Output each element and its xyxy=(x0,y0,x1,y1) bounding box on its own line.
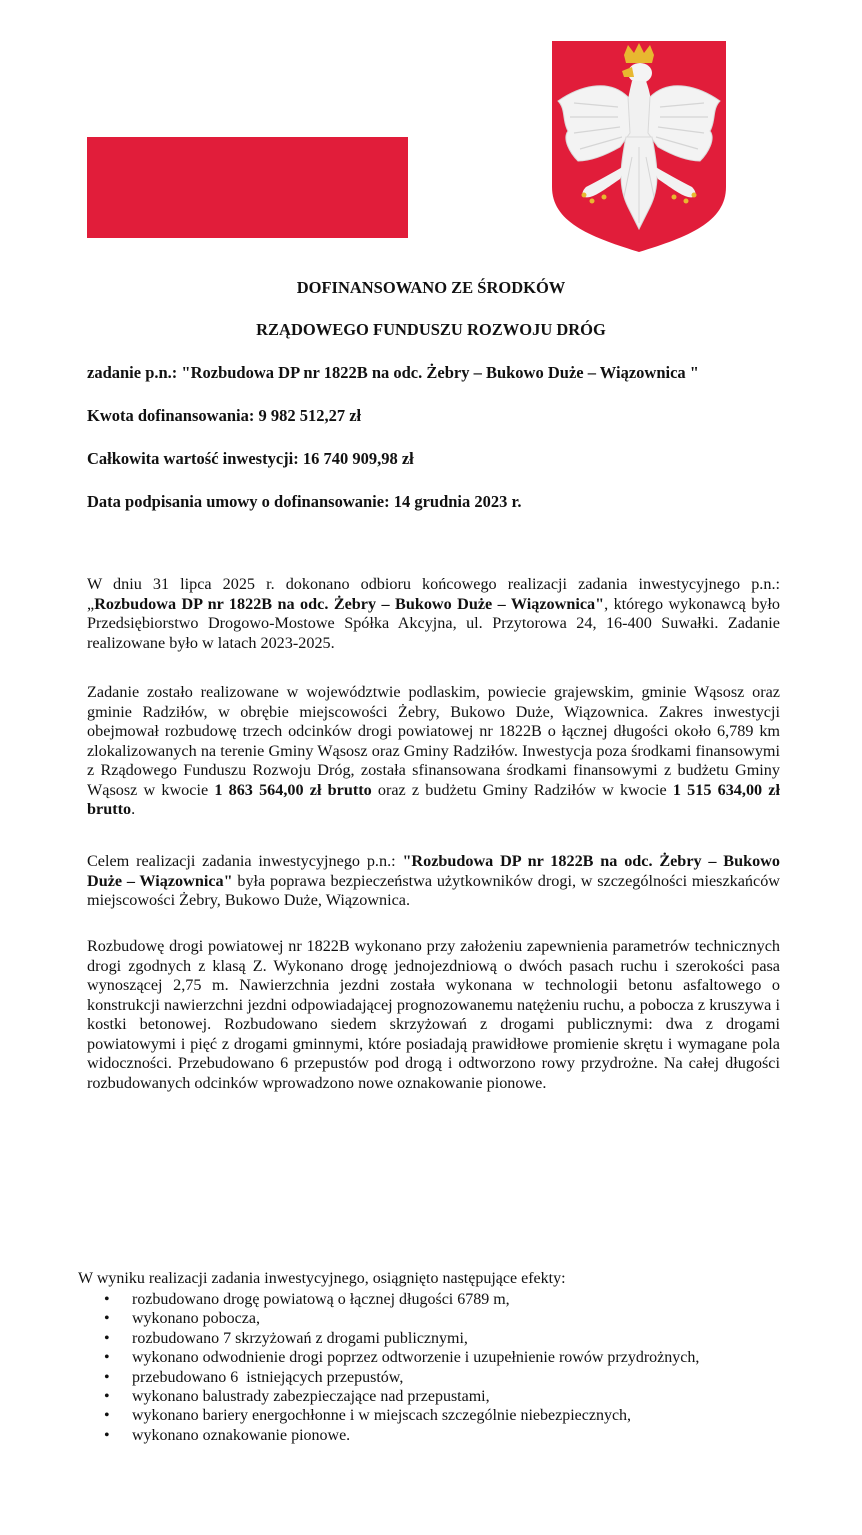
effects-list-item: • rozbudowano drogę powiatową o łącznej długości 6789 m, xyxy=(104,1291,510,1308)
effects-intro: W wyniku realizacji zadania inwestycyjnego, osiągnięto następujące efekty: xyxy=(78,1270,566,1287)
wasosz-contribution: 1 863 564,00 zł brutto xyxy=(214,780,372,799)
effects-list-item: • wykonano pobocza, xyxy=(104,1310,260,1328)
paragraph-final-acceptance: W dniu 31 lipca 2025 r. dokonano odbioru końcowego realizacji zadania inwestycyjnego p.n.: „Rozbudowa DP nr 1822B na odc. Żebry – Bukowo Duże – Wiązownica", którego wykonawcą było Przedsiębiorstwo Drogowo-Mostowe Spółka Akcyjna, ul. Przytorowa 24, 16-400 Suwałki. Zadanie realizowane było w latach 2023-2025. xyxy=(87,575,780,652)
bullet-icon: • xyxy=(104,1407,110,1425)
paragraph-goal: Celem realizacji zadania inwestycyjnego p.n.: "Rozbudowa DP nr 1822B na odc. Żebry – Bukowo Duże – Wiązownica" była poprawa bezpieczeństwa użytkowników drogi, w szczególności mieszkańców miejscowości Żebry, Bukowo Duże, Wiązownica. xyxy=(87,852,780,909)
project-name-bold: "Rozbudowa DP nr 1822B na odc. Żebry – Bukowo Duże – Wiązownica" xyxy=(87,852,780,890)
bullet-icon: • xyxy=(104,1349,110,1367)
project-name-bold: Rozbudowa DP nr 1822B na odc. Żebry – Bukowo Duże – Wiązownica" xyxy=(94,594,605,613)
heading-line-2: RZĄDOWEGO FUNDUSZU ROZWOJU DRÓG xyxy=(256,320,606,339)
paragraph-scope-financing: Zadanie zostało realizowane w województwie podlaskim, powiecie grajewskim, gminie Wąsosz oraz gminie Radziłów, w obrębie miejscowości Żebry, Bukowo Duże, Wiązownica. Zakres inwestycji obejmował rozbudowę trzech odcinków drogi powiatowej nr 1822B o łącznej długości około 6,789 km zlokalizowanych na terenie Gminy Wąsosz oraz Gminy Radziłów. Inwestycja poza środkami finansowymi z Rządowego Funduszu Rozwoju Dróg, została sfinansowana środkami finansowymi z budżetu Gminy Wąsosz w kwocie 1 863 564,00 zł brutto oraz z budżetu Gminy Radziłów w kwocie 1 515 634,00 zł brutto. xyxy=(87,683,780,818)
funding-amount: Kwota dofinansowania: 9 982 512,27 zł xyxy=(87,406,362,425)
effects-list xyxy=(104,1290,780,1445)
effects-list-item: • wykonano oznakowanie pionowe. xyxy=(104,1426,351,1444)
bullet-icon: • xyxy=(104,1310,110,1328)
effects-list-item: • wykonano balustrady zabezpieczające nad przepustami, xyxy=(104,1388,490,1406)
effects-list-item: • rozbudowano 7 skrzyżowań z drogami publicznymi, xyxy=(104,1329,468,1347)
bullet-icon: • xyxy=(104,1368,110,1386)
bullet-icon: • xyxy=(104,1329,110,1347)
poland-flag-red-band xyxy=(87,137,408,238)
project-task-title: zadanie p.n.: "Rozbudowa DP nr 1822B na odc. Żebry – Bukowo Duże – Wiązownica " xyxy=(87,363,699,382)
effects-list-item: • przebudowano 6 istniejących przepustów, xyxy=(104,1368,404,1386)
agreement-signing-date: Data podpisania umowy o dofinansowanie: 14 grudnia 2023 r. xyxy=(87,492,522,511)
effects-list-item: • wykonano bariery energochłonne i w miejscach szczególnie niebezpiecznych, xyxy=(104,1407,632,1425)
total-investment-value: Całkowita wartość inwestycji: 16 740 909,98 zł xyxy=(87,449,414,468)
bullet-icon: • xyxy=(104,1426,110,1444)
effects-list-item: • wykonano odwodnienie drogi poprzez odtworzenie i uzupełnienie rowów przydrożnych, xyxy=(104,1349,700,1367)
polish-eagle-emblem-icon xyxy=(548,37,730,253)
bullet-icon: • xyxy=(104,1388,110,1406)
heading-line-1: DOFINANSOWANO ZE ŚRODKÓW xyxy=(296,278,566,297)
radzilow-contribution: 1 515 634,00 zł brutto xyxy=(87,780,780,818)
bullet-icon: • xyxy=(104,1291,110,1308)
paragraph-technical-details: Rozbudowę drogi powiatowej nr 1822B wykonano przy założeniu zapewnienia parametrów technicznych drogi zgodnych z klasą Z. Wykonano drogę jednojezdniową o dwóch pasach ruchu i szerokości pasa wynoszącej 2,75 m. Nawierzchnia jezdni została wykonana w technologii betonu asfaltowego o konstrukcji nawierzchni jezdni odpowiadającej prognozowanemu natężeniu ruchu, a pobocza z kruszywa i kostki betonowej. Rozbudowano siedem skrzyżowań z drogami publicznymi: dwa z drogami powiatowymi i pięć z drogami gminnymi, które posiadają prawidłowe promienie skrętu i wymagane pola widoczności. Przebudowano 6 przepustów pod drogą i odtworzono rowy przydrożne. Na całej długości rozbudowanych odcinków wprowadzono nowe oznakowanie pionowe. xyxy=(87,937,780,1092)
